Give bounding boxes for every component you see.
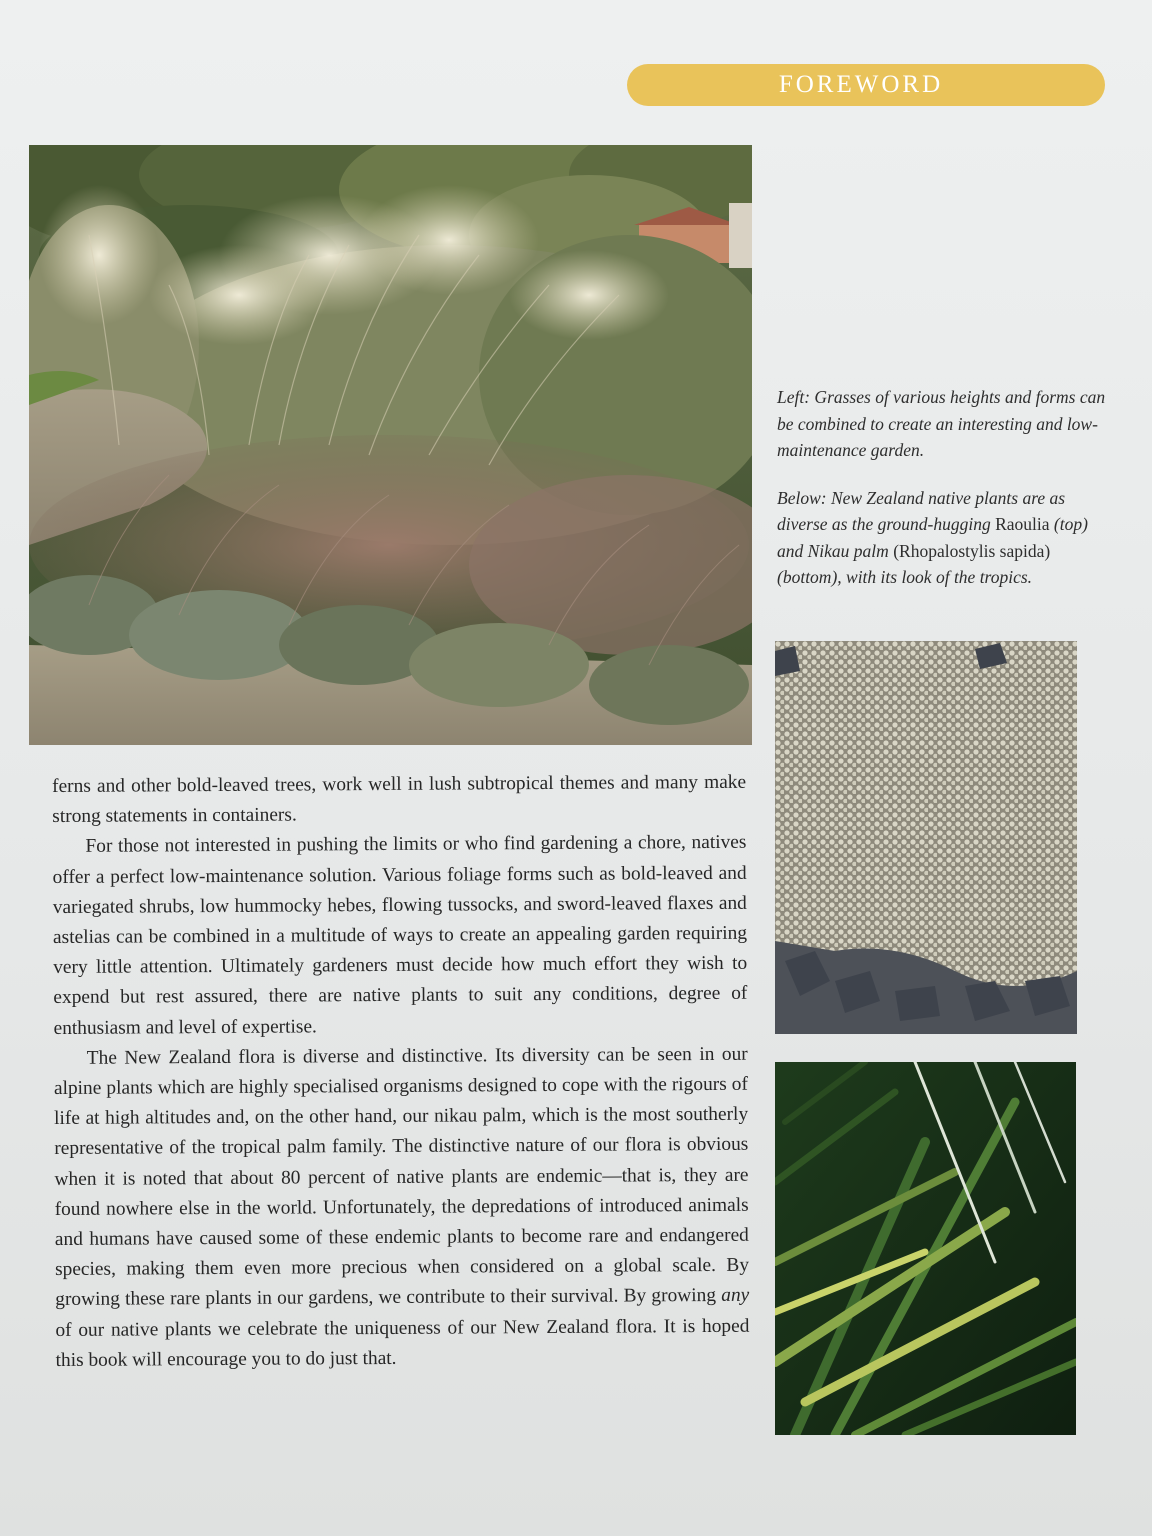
paragraph-1: ferns and other bold-leaved trees, work well in lush subtropical themes and many make strong statements in containers.: [52, 771, 747, 828]
section-tab: [627, 64, 1105, 106]
paragraph-3-emphasis: any: [721, 1285, 750, 1307]
nikau-photo-image: [775, 1062, 1076, 1435]
section-label: FOREWORD: [778, 71, 944, 98]
caption-below-text-2: (top) and Nikau palm: [777, 514, 1088, 561]
caption-left: Left: Grasses of various heights and forms can be combined to create an interesting and low-maintenance garden.: [777, 387, 1106, 460]
raoulia-photo-image: [775, 641, 1077, 1034]
paragraph-3: [54, 1040, 750, 1376]
body-text: [52, 768, 750, 1376]
raoulia-photo: [775, 641, 1077, 1034]
paragraph-3-text-b: of our native plants we celebrate the uniqueness of our New Zealand flora. It is hoped this book will encourage you to do just that.: [55, 1315, 750, 1371]
paragraph-3-text-a: The New Zealand flora is diverse and distinctive. Its diversity can be seen in our alpine plants which are highly specialised organisms designed to cope with the rigours of life at high altitudes and, on the other hand, our nikau palm, which is the most southerly representative of the tropical palm family. The distinctive nature of our flora is obvious when it is noted that about 80 percent of native plants are endemic—that is, they are found nowhere else in the world. Unfortunately, the depredations of introduced animals and humans have caused some of these endemic plants to become rare and endangered species, making them even more precious when considered on a global scale. By growing these rare plants in our gardens, we contribute to their survival. By growing: [53, 1043, 750, 1311]
caption-below-text-1: Below: New Zealand native plants are as diverse as the ground-hugging: [777, 487, 1066, 534]
caption-raoulia: Raoulia: [995, 514, 1050, 534]
caption-below: [777, 485, 1107, 591]
nikau-palm-photo: [775, 1062, 1076, 1435]
paragraph-2: For those not interested in pushing the limits or who find gardening a chore, natives offer a perfect low-maintenance solution. Various foliage forms such as bold-leaved and variegated shrubs, low hummocky hebes, flowing tussocks, and sword-leaved flaxes and astelias can be combined in a multitude of ways to create an appealing garden requiring very little attention. Ultimately gardeners must decide how much effort they wish to expend but rest assured, there are native plants to suit any conditions, degree of enthusiasm and level of expertise.: [52, 832, 748, 1039]
caption-below-text-3: (bottom), with its look of the tropics.: [777, 567, 1033, 587]
grasses-garden-photo: [29, 145, 752, 745]
grasses-photo-image: [29, 145, 752, 745]
caption-rhopalostylis: (Rhopalostylis sapida): [893, 540, 1051, 561]
photo-captions: [777, 384, 1107, 612]
